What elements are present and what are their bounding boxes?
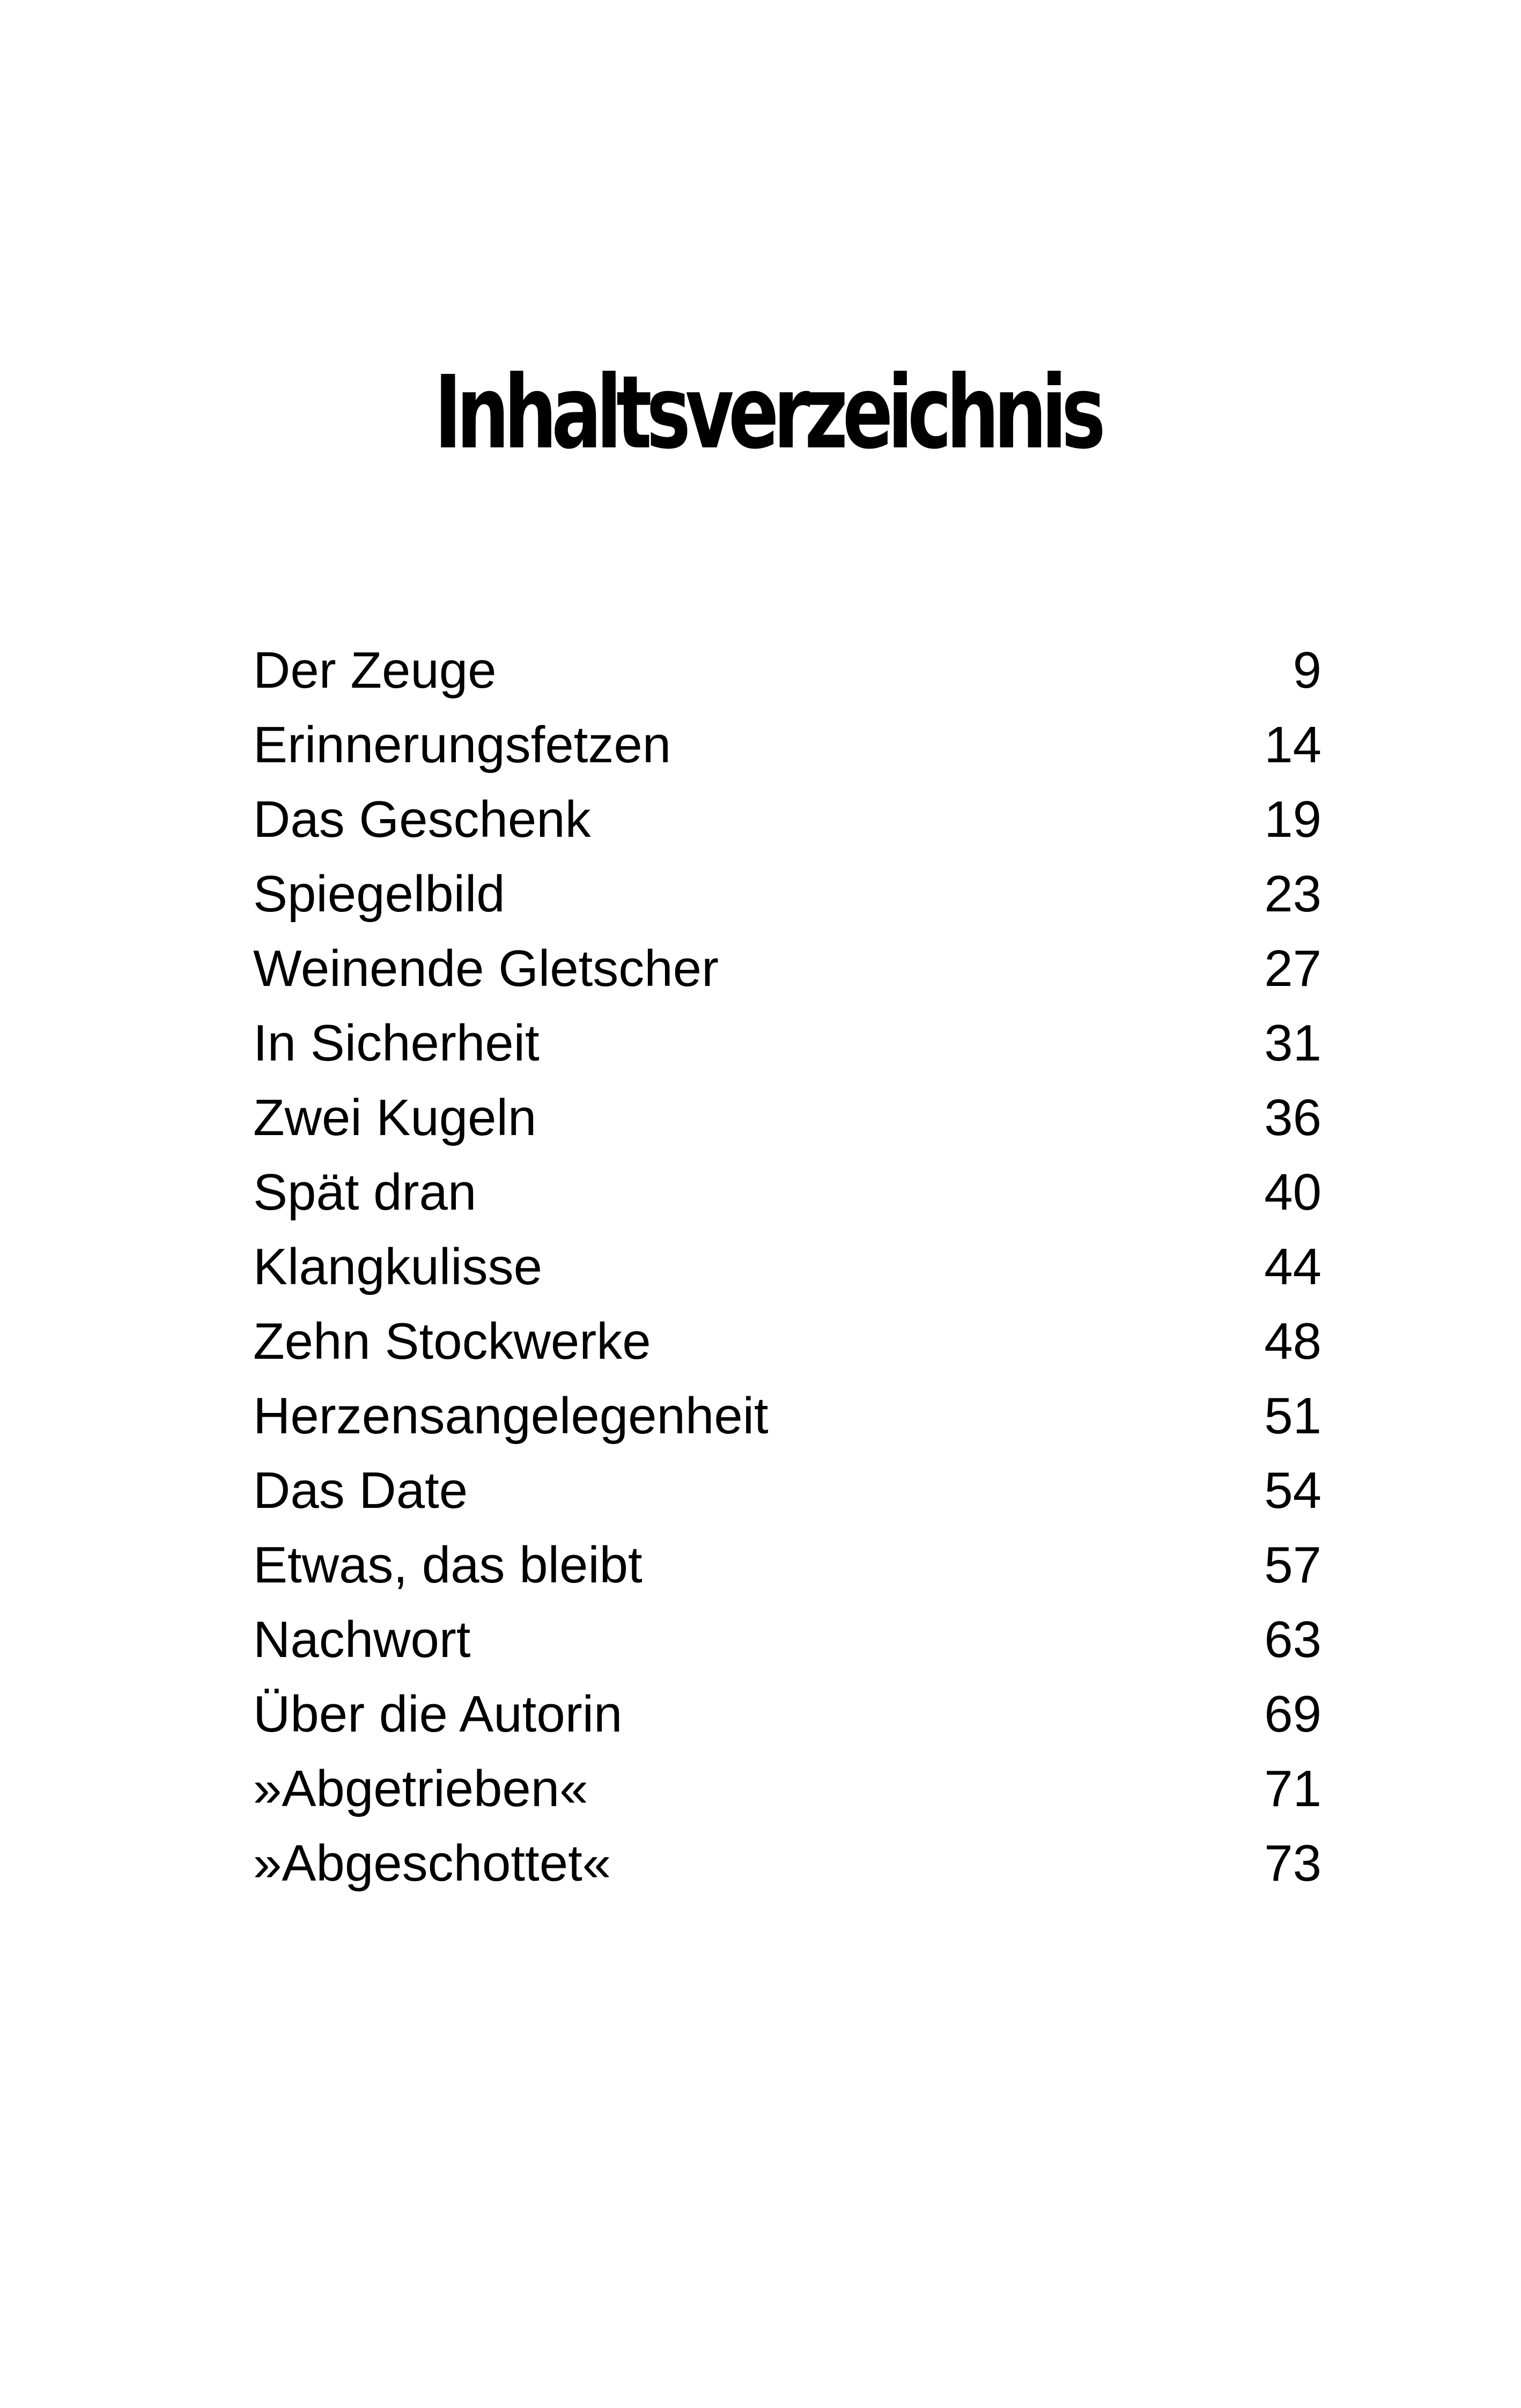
toc-entry <box>253 931 1321 1006</box>
toc-list <box>253 633 1321 1901</box>
toc-entry-title: »Abgetrieben« <box>253 1760 588 1817</box>
toc-entry-page-number: 19 <box>1264 791 1321 848</box>
toc-entry-page-number: 36 <box>1264 1089 1321 1146</box>
toc-entry-page-number: 63 <box>1264 1611 1321 1668</box>
toc-entry-page-number: 9 <box>1293 642 1321 699</box>
toc-entry <box>253 1453 1321 1528</box>
toc-entry <box>253 1677 1321 1751</box>
toc-entry-page-number: 27 <box>1264 940 1321 997</box>
toc-entry <box>253 1006 1321 1080</box>
toc-entry-page-number: 48 <box>1264 1313 1321 1370</box>
toc-entry <box>253 1528 1321 1602</box>
toc-entry <box>253 1155 1321 1229</box>
toc-entry <box>253 1826 1321 1901</box>
toc-entry-title: Spät dran <box>253 1164 477 1221</box>
toc-entry-title: Erinnerungsfetzen <box>253 716 671 774</box>
toc-entry-title: Nachwort <box>253 1611 471 1668</box>
toc-entry <box>253 1602 1321 1677</box>
toc-entry <box>253 1751 1321 1826</box>
toc-entry-page-number: 51 <box>1264 1387 1321 1445</box>
toc-entry-page-number: 44 <box>1264 1238 1321 1295</box>
toc-entry-page-number: 31 <box>1264 1014 1321 1072</box>
toc-entry <box>253 633 1321 708</box>
toc-entry <box>253 1304 1321 1379</box>
toc-entry <box>253 708 1321 782</box>
toc-entry-page-number: 14 <box>1264 716 1321 774</box>
toc-entry <box>253 1379 1321 1453</box>
toc-entry-page-number: 23 <box>1264 865 1321 923</box>
toc-entry-title: Zehn Stockwerke <box>253 1313 651 1370</box>
toc-entry-title: Zwei Kugeln <box>253 1089 537 1146</box>
toc-entry-page-number: 71 <box>1264 1760 1321 1817</box>
toc-entry-title: »Abgeschottet« <box>253 1835 611 1892</box>
toc-entry <box>253 782 1321 857</box>
toc-entry-page-number: 57 <box>1264 1536 1321 1594</box>
toc-entry-title: Das Date <box>253 1462 468 1519</box>
toc-entry-title: Klangkulisse <box>253 1238 542 1295</box>
toc-entry-page-number: 69 <box>1264 1685 1321 1743</box>
toc-entry-title: Spiegelbild <box>253 865 505 923</box>
toc-entry-page-number: 54 <box>1264 1462 1321 1519</box>
toc-entry-page-number: 40 <box>1264 1164 1321 1221</box>
toc-entry-title: In Sicherheit <box>253 1014 540 1072</box>
toc-entry-title: Weinende Gletscher <box>253 940 719 997</box>
toc-entry-title: Herzensangelegenheit <box>253 1387 769 1445</box>
toc-entry <box>253 857 1321 931</box>
toc-entry-page-number: 73 <box>1264 1835 1321 1892</box>
toc-entry-title: Etwas, das bleibt <box>253 1536 643 1594</box>
toc-entry-title: Der Zeuge <box>253 642 497 699</box>
toc-entry <box>253 1229 1321 1304</box>
toc-entry <box>253 1080 1321 1155</box>
toc-entry-title: Das Geschenk <box>253 791 591 848</box>
toc-entry-title: Über die Autorin <box>253 1685 623 1743</box>
toc-title: Inhaltsverzeichnis <box>434 354 1101 472</box>
